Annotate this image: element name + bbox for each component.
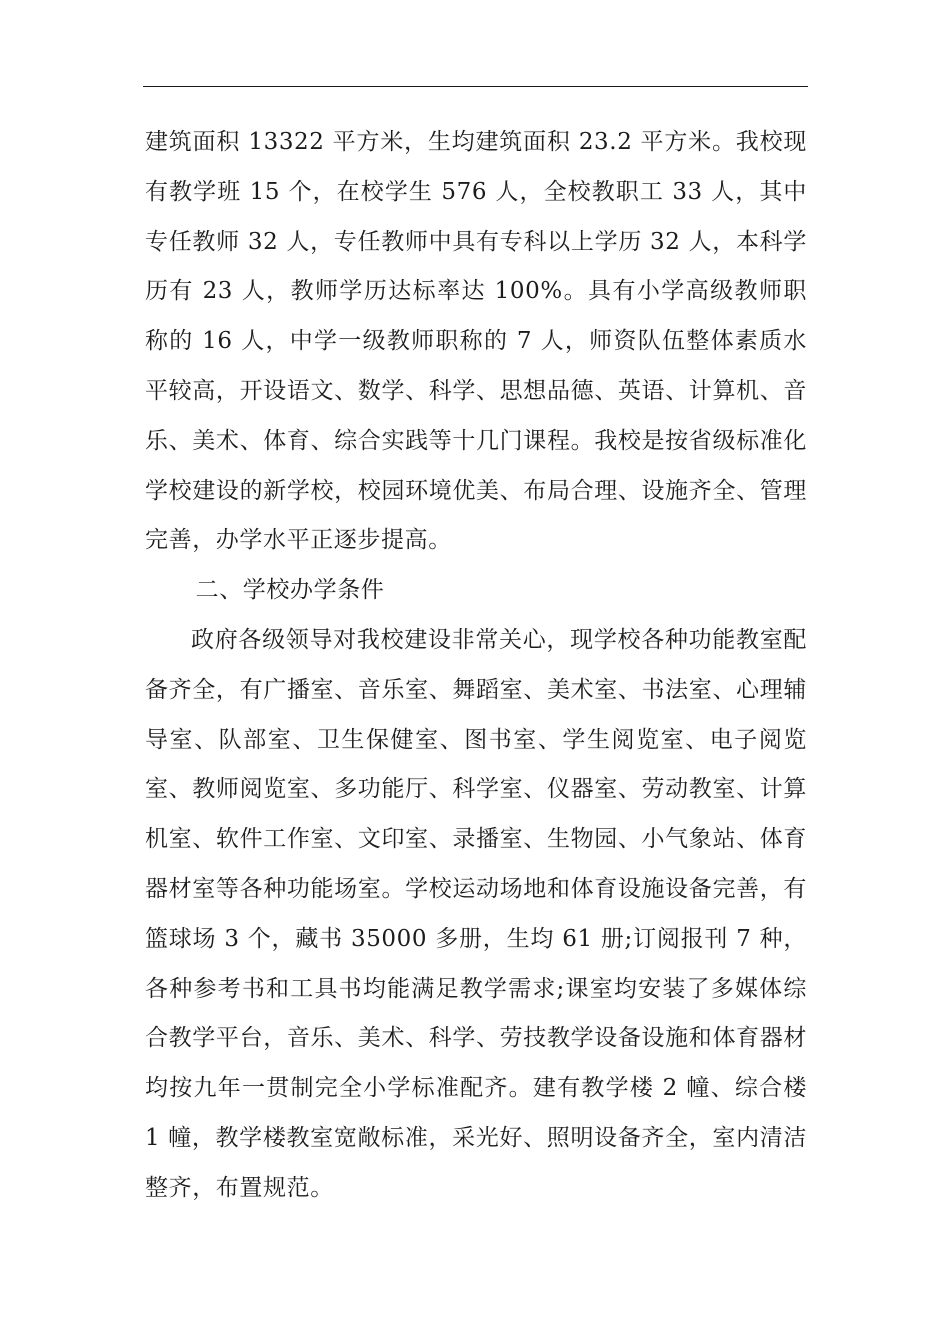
section-heading: 二、学校办学条件	[195, 577, 385, 604]
paragraph-conditions: 政府各级领导对我校建设非常关心，现学校各种功能教室配备齐全，有广播室、音乐室、舞蹈室、美术室、书法室、心理辅导室、队部室、卫生保健室、图书室、学生阅览室、电子阅览室、教师阅览室、多功能厅、科学室、仪器室、劳动教室、计算机室、软件工作室、文印室、录播室、生物园、小气象站、体育器材室等各种功能场室。学校运动场地和体育设施设备完善，有篮球场 3 个，藏书 35000 多册，生均 61 册;订阅报刊 7 种，各种参考书和工具书均能满足教学需求;课室均安装了多媒体综合教学平台，音乐、美术、科学、劳技教学设备设施和体育器材均按九年一贯制完全小学标准配齐。建有教学楼 2 幢、综合楼 1 幢，教学楼教室宽敞标准，采光好、照明设备齐全，室内清洁整齐，布置规范。	[145, 626, 807, 1201]
header-divider	[143, 86, 808, 87]
document-body	[145, 118, 807, 1214]
paragraph-intro-continued: 建筑面积 13322 平方米，生均建筑面积 23.2 平方米。我校现有教学班 15 个，在校学生 576 人，全校教职工 33 人，其中专任教师 32 人，专任教师中具有专科以上学历 32 人，本科学历有 23 人，教师学历达标率达 100%。具有小学高级教师职称的 16 人，中学一级教师职称的 7 人，师资队伍整体素质水平较高，开设语文、数学、科学、思想品德、英语、计算机、音乐、美术、体育、综合实践等十几门课程。我校是按省级标准化学校建设的新学校，校园环境优美、布局合理、设施齐全、管理完善，办学水平正逐步提高。	[145, 129, 807, 554]
